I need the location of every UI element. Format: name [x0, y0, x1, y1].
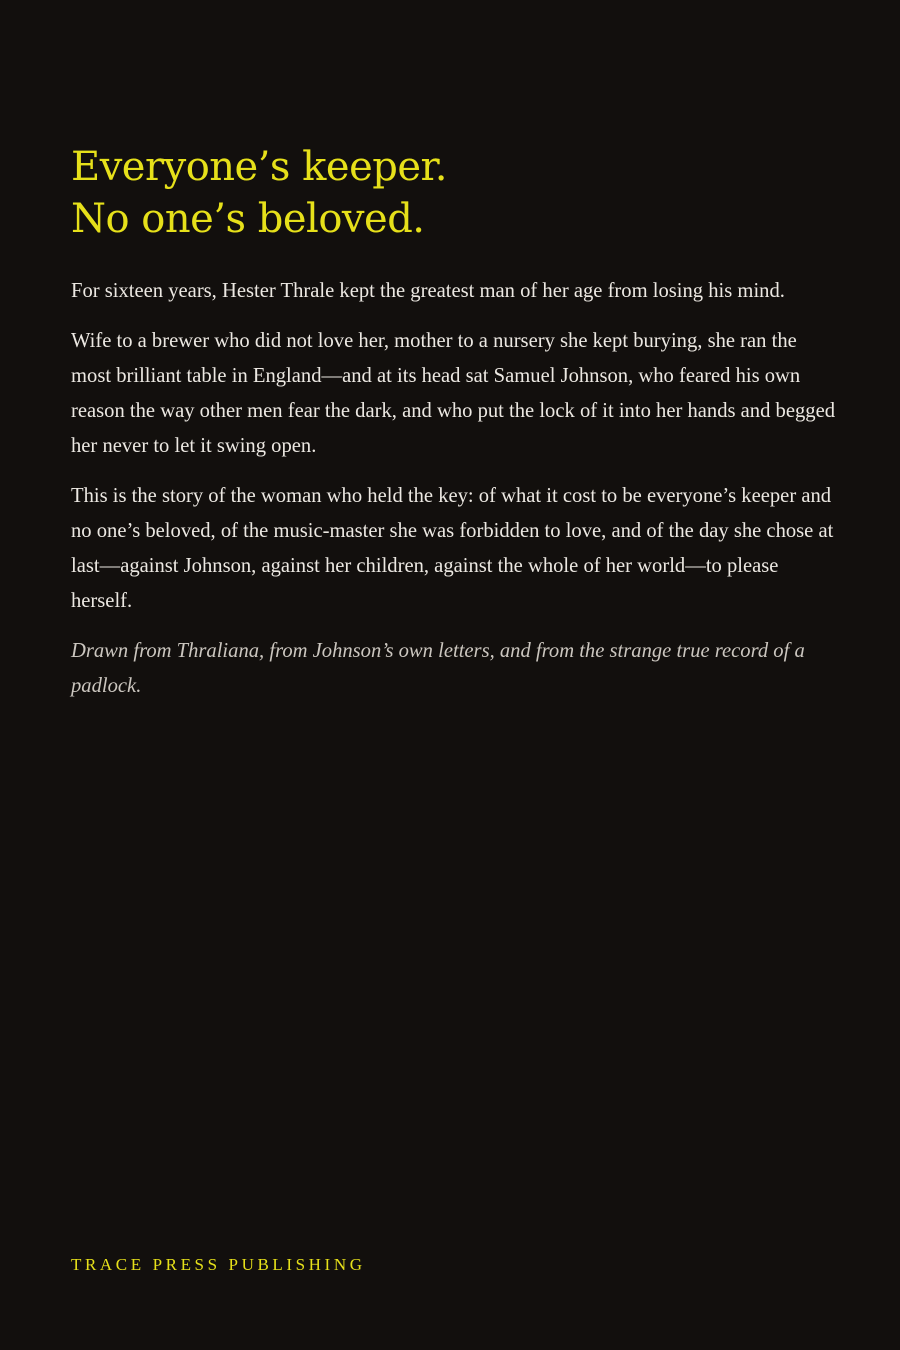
blurb-paragraph-2: Wife to a brewer who did not love her, mother to a nursery she kept burying, she ran the most brilliant table in England—and at its head sat Samuel Johnson, who feared his own reason the way other men fear the dark, and who put the lock of it into her hands and begged her never to let it swing open.: [71, 330, 836, 457]
headline: [71, 141, 447, 245]
headline-line-1: Everyone’s keeper.: [71, 144, 447, 190]
blurb: [71, 274, 841, 719]
source-credit: Drawn from Thraliana, from Johnson’s own letters, and from the strange true record of a padlock.: [71, 640, 805, 697]
blurb-paragraph-1: For sixteen years, Hester Thrale kept the greatest man of her age from losing his mind.: [71, 280, 785, 302]
blurb-paragraph-3: This is the story of the woman who held the key: of what it cost to be everyone’s keeper and no one’s beloved, of the music-master she was forbidden to love, and of the day she chose at last—against Johnson, against her children, against the whole of her world—to please herself.: [71, 485, 834, 612]
headline-line-2: No one’s beloved.: [71, 196, 425, 242]
publisher-imprint: TRACE PRESS PUBLISHING: [71, 1255, 366, 1274]
